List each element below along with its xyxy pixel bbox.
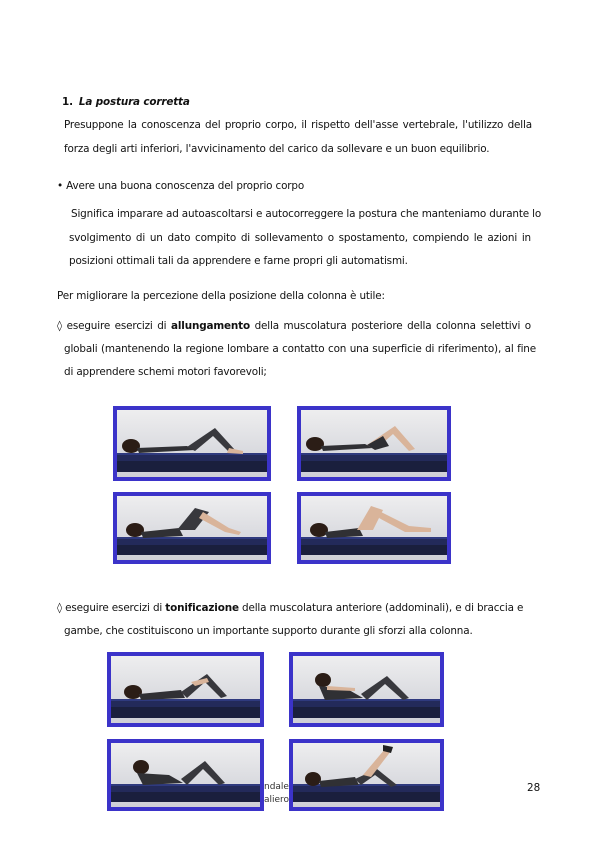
exercise-photo-stretch-4 <box>297 492 451 564</box>
intro-line-1: Presuppone la conoscenza del proprio corpo, il rispetto dell'asse vertebrale, l'utilizzo della <box>64 119 532 131</box>
exercise-photo-tone-3 <box>107 739 264 811</box>
item1-marker: ◊ <box>57 320 62 332</box>
intro-line-2: forza degli arti inferiori, l'avvicinamento del carico da sollevare e un buon equilibrio. <box>64 143 490 155</box>
item2-line-2: gambe, che costituiscono un importante supporto durante gli sforzi alla colonna. <box>64 625 473 637</box>
bullet-para-line-2: svolgimento di un dato compito di sollevamento o spostamento, compiendo le azioni in <box>69 232 531 244</box>
item2-line-1: ◊ eseguire esercizi di tonificazione della muscolatura anteriore (addominali), e di braccia e <box>57 602 524 614</box>
section-number: 1. <box>62 96 73 108</box>
item2-bold: tonificazione <box>165 602 239 614</box>
bullet-marker: • <box>57 180 63 192</box>
exercise-photo-tone-2 <box>289 652 444 727</box>
exercise-photo-stretch-1 <box>113 406 271 481</box>
item1-bold: allungamento <box>171 320 250 332</box>
exercise-photo-tone-4 <box>289 739 444 811</box>
bullet-text: Avere una buona conoscenza del proprio corpo <box>66 180 305 192</box>
exercise-photo-stretch-3 <box>113 492 271 564</box>
section-title: La postura corretta <box>78 96 190 108</box>
item1-line-3: di apprendere schemi motori favorevoli; <box>64 366 267 378</box>
exercise-photo-stretch-2 <box>297 406 451 481</box>
exercise-photo-tone-1 <box>107 652 264 727</box>
footer-fragment-1: ndale <box>264 782 289 792</box>
item1-line-1: ◊ eseguire esercizi di allungamento della muscolatura posteriore della colonna selettivi o <box>57 320 532 332</box>
item1-line-2: globali (mantenendo la regione lombare a contatto con una superficie di riferimento), al fine <box>64 343 536 355</box>
footer-fragment-2: aliero <box>264 795 290 805</box>
bullet-para-line-1: Significa imparare ad autoascoltarsi e autocorreggere la postura che manteniamo durante lo <box>71 208 542 220</box>
lead-text: Per migliorare la percezione della posizione della colonna è utile: <box>57 290 385 302</box>
bullet-para-line-3: posizioni ottimali tali da apprendere e farne propri gli automatismi. <box>69 255 408 267</box>
item2-marker: ◊ <box>57 602 62 614</box>
bullet-item <box>57 180 304 192</box>
section-heading <box>62 96 190 108</box>
page-number: 28 <box>527 782 541 794</box>
